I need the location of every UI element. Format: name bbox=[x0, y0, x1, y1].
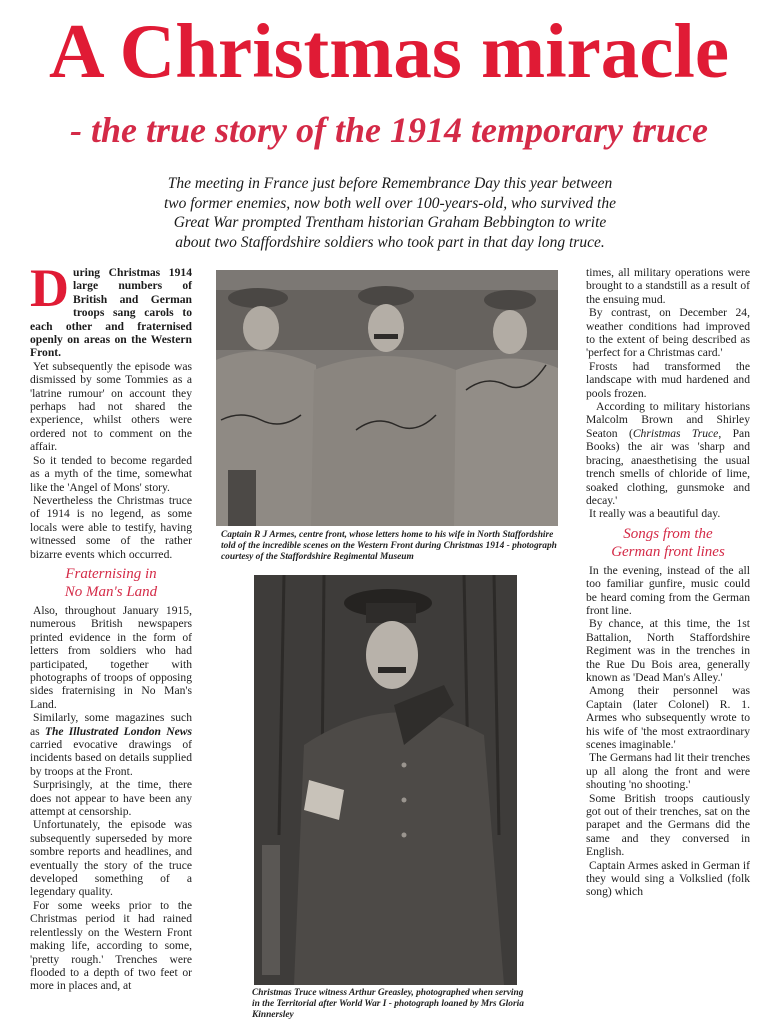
body-paragraph: Some British troops cautiously got out of their trenches, sat on the parapet and the Germans did the same and they conversed in English. bbox=[586, 791, 750, 859]
body-paragraph: In the evening, instead of the all too familiar gunfire, music could be heard coming from the German front line. bbox=[586, 563, 750, 617]
standfirst-line: Great War prompted Trentham historian Graham Bebbington to write bbox=[173, 214, 607, 231]
portrait-photo-caption: Christmas Truce witness Arthur Greasley, photographed when serving in the Territorial after World War I - photograph loaned by Mrs Gloria Kinnersley bbox=[252, 988, 524, 1020]
body-text: , Pan Books) the air was 'sharp and bracing, anaesthetising the usual trench smells of chloride of lime, soaked clothing, gunsmoke and decay.' bbox=[586, 426, 750, 507]
body-paragraph: Yet subsequently the episode was dismissed by some Tommies as a 'latrine rumour' on account they perhaps had not shared the experience, whilst others were ordered not to comment on the affair. bbox=[30, 359, 192, 454]
crosshead-songs bbox=[586, 525, 750, 561]
body-paragraph: It really was a beautiful day. bbox=[589, 507, 721, 521]
portrait-photo-greasley bbox=[254, 575, 517, 985]
body-paragraph: The Germans had lit their trenches up all along the front and were shouting 'no shooting.' bbox=[586, 751, 750, 792]
body-paragraph: Among their personnel was Captain (later Colonel) R. 1. Armes who subsequently wrote to his wife of 'the most extraordinary scenes imaginable.' bbox=[586, 684, 750, 751]
body-paragraph: So it tended to become regarded as a myth of the time, somewhat like the 'Angel of Mons' story. bbox=[30, 453, 192, 494]
headline-title: A Christmas miracle bbox=[48, 8, 730, 94]
standfirst-line: two former enemies, now both well over 100-years-old, who survived the bbox=[163, 194, 616, 212]
body-paragraph bbox=[586, 400, 750, 507]
body-paragraph: By chance, at this time, the 1st Battalion, North Staffordshire Regiment was in the trenches in the Rue Du Bois area, generally known as 'Dead Man's Alley.' bbox=[586, 617, 750, 684]
body-paragraph: Also, throughout January 1915, numerous British newspapers printed evidence in the form of letters from soldiers who had participated, together with photographs of troops of opposing sides fraternising in No Man's Land. bbox=[30, 603, 192, 711]
right-column bbox=[586, 266, 750, 899]
body-paragraph: Surprisingly, at the time, there does not appear to have been any attempt at censorship. bbox=[30, 778, 192, 819]
body-paragraph: Frosts had transformed the landscape with mud hardened and pools frozen. bbox=[586, 359, 750, 400]
standfirst-line: The meeting in France just before Remembrance Day this year between bbox=[167, 175, 613, 192]
body-paragraph bbox=[30, 711, 192, 778]
lead-paragraph bbox=[30, 258, 192, 360]
headline-subtitle: - the true story of the 1914 temporary truce bbox=[70, 110, 708, 150]
left-column bbox=[30, 258, 192, 993]
publication-name: The Illustrated London News bbox=[44, 724, 192, 738]
body-paragraph: Unfortunately, the episode was subsequently superseded by more sombre reports and headlines, and eventually the story of the truce developed something of a legendary quality. bbox=[30, 818, 192, 899]
crosshead-fraternising bbox=[30, 565, 192, 601]
body-text: carried evocative drawings of incidents based on details supplied by troops at the Front. bbox=[30, 738, 192, 778]
group-photo-officers bbox=[216, 270, 558, 526]
crosshead-line: German front lines bbox=[611, 543, 725, 560]
drop-cap: D bbox=[30, 258, 69, 318]
body-text: Similarly, some magazines such as bbox=[30, 711, 192, 738]
portrait-photo-image bbox=[254, 575, 517, 985]
standfirst-line: about two Staffordshire soldiers who took part in that day long truce. bbox=[175, 233, 605, 251]
book-title: Christmas Truce bbox=[632, 426, 719, 440]
body-paragraph: By contrast, on December 24, weather conditions had improved to the extent of being described as 'perfect for a Christmas card.' bbox=[586, 306, 750, 360]
body-paragraph: For some weeks prior to the Christmas period it had rained relentlessly on the Western Front making life, according to some, 'pretty rough.' Trenches were flooded to a depth of two feet or more in places and, at bbox=[30, 898, 192, 993]
body-text: According to military historians Malcolm Brown and Shirley Seaton ( bbox=[586, 400, 750, 440]
group-photo-image bbox=[216, 270, 558, 526]
body-paragraph: times, all military operations were brought to a standstill as a result of the ensuing mud. bbox=[586, 266, 750, 306]
standfirst bbox=[140, 174, 640, 252]
body-paragraph: Captain Armes asked in German if they would sing a Volkslied (folk song) which bbox=[586, 858, 750, 899]
crosshead-line: Fraternising in bbox=[65, 565, 157, 582]
crosshead-line: Songs from the bbox=[623, 525, 713, 542]
group-photo-caption: Captain R J Armes, centre front, whose letters home to his wife in North Staffordshire told of the incredible scenes on the Western Front during Christmas 1914 - photograph courtesy of the Staffordshire Regimental Museum bbox=[221, 530, 557, 562]
lead-text: uring Christmas 1914 large numbers of British and German troops sang carols to each other and fraternised openly on areas on the Western Front. bbox=[30, 266, 192, 360]
crosshead-line: No Man's Land bbox=[64, 583, 158, 600]
body-paragraph: Nevertheless the Christmas truce of 1914 is no legend, as some locals were able to testify, having witnessed some of the rather bizarre events which occurred. bbox=[30, 493, 192, 561]
